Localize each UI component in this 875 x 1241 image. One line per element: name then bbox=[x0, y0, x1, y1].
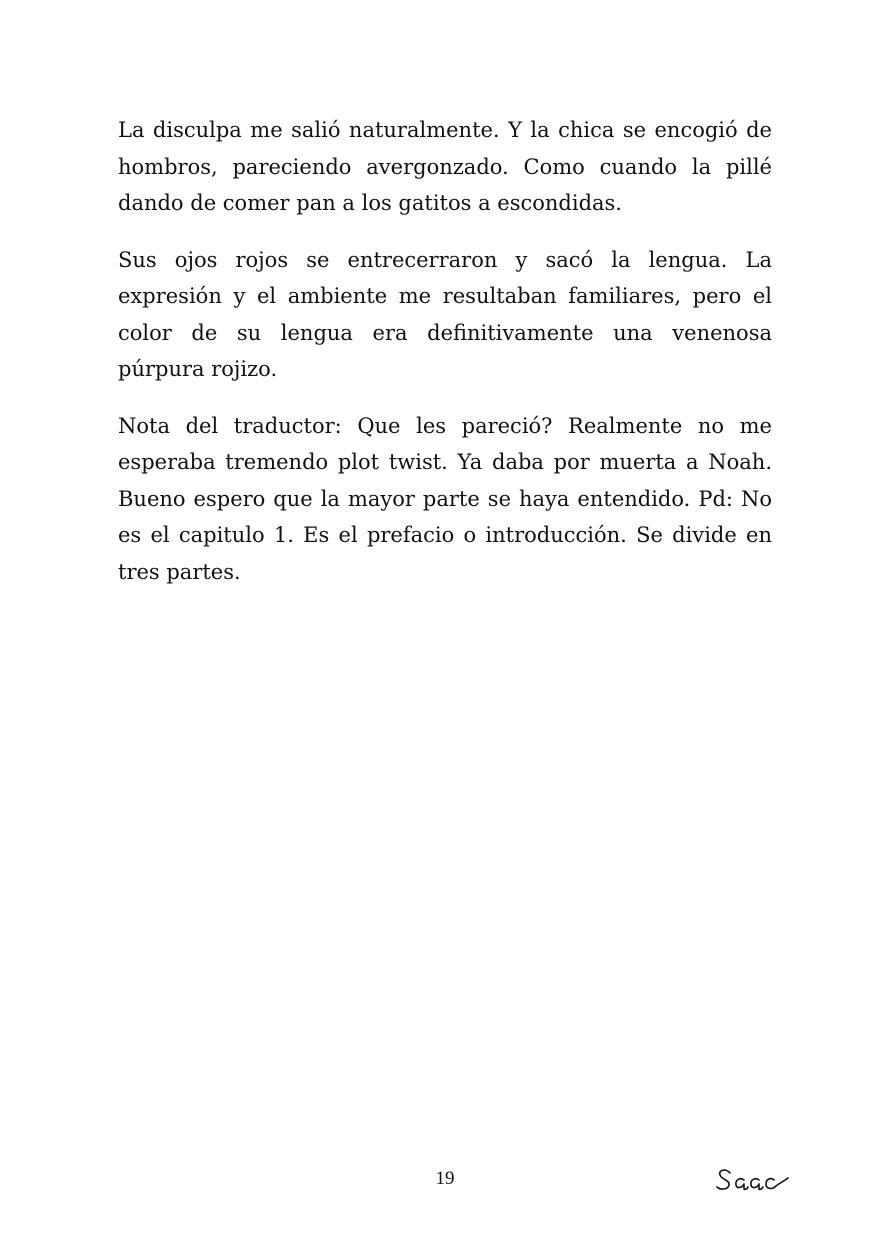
page-body bbox=[118, 112, 772, 610]
paragraph-translator-note: Nota del traductor: Que les pareció? Realmente no me esperaba tremendo plot twist. Ya daba por muerta a Noah. Bueno espero que la mayor parte se haya entendido. Pd: No es el capitulo 1. Es el prefacio o introducción. Se divide en tres partes. bbox=[118, 413, 772, 584]
page-number: 19 bbox=[435, 1168, 455, 1189]
paragraph-apology: La disculpa me salió naturalmente. Y la chica se encogió de hombros, pareciendo avergonzado. Como cuando la pillé dando de comer pan a los gatitos a escondidas. bbox=[118, 118, 772, 215]
paragraph-red-eyes: Sus ojos rojos se entrecerraron y sacó la lengua. La expresión y el ambiente me resultaban familiares, pero el color de su lengua era definitivamente una venenosa púrpura rojizo. bbox=[118, 247, 772, 381]
signature-logo bbox=[714, 1160, 794, 1200]
